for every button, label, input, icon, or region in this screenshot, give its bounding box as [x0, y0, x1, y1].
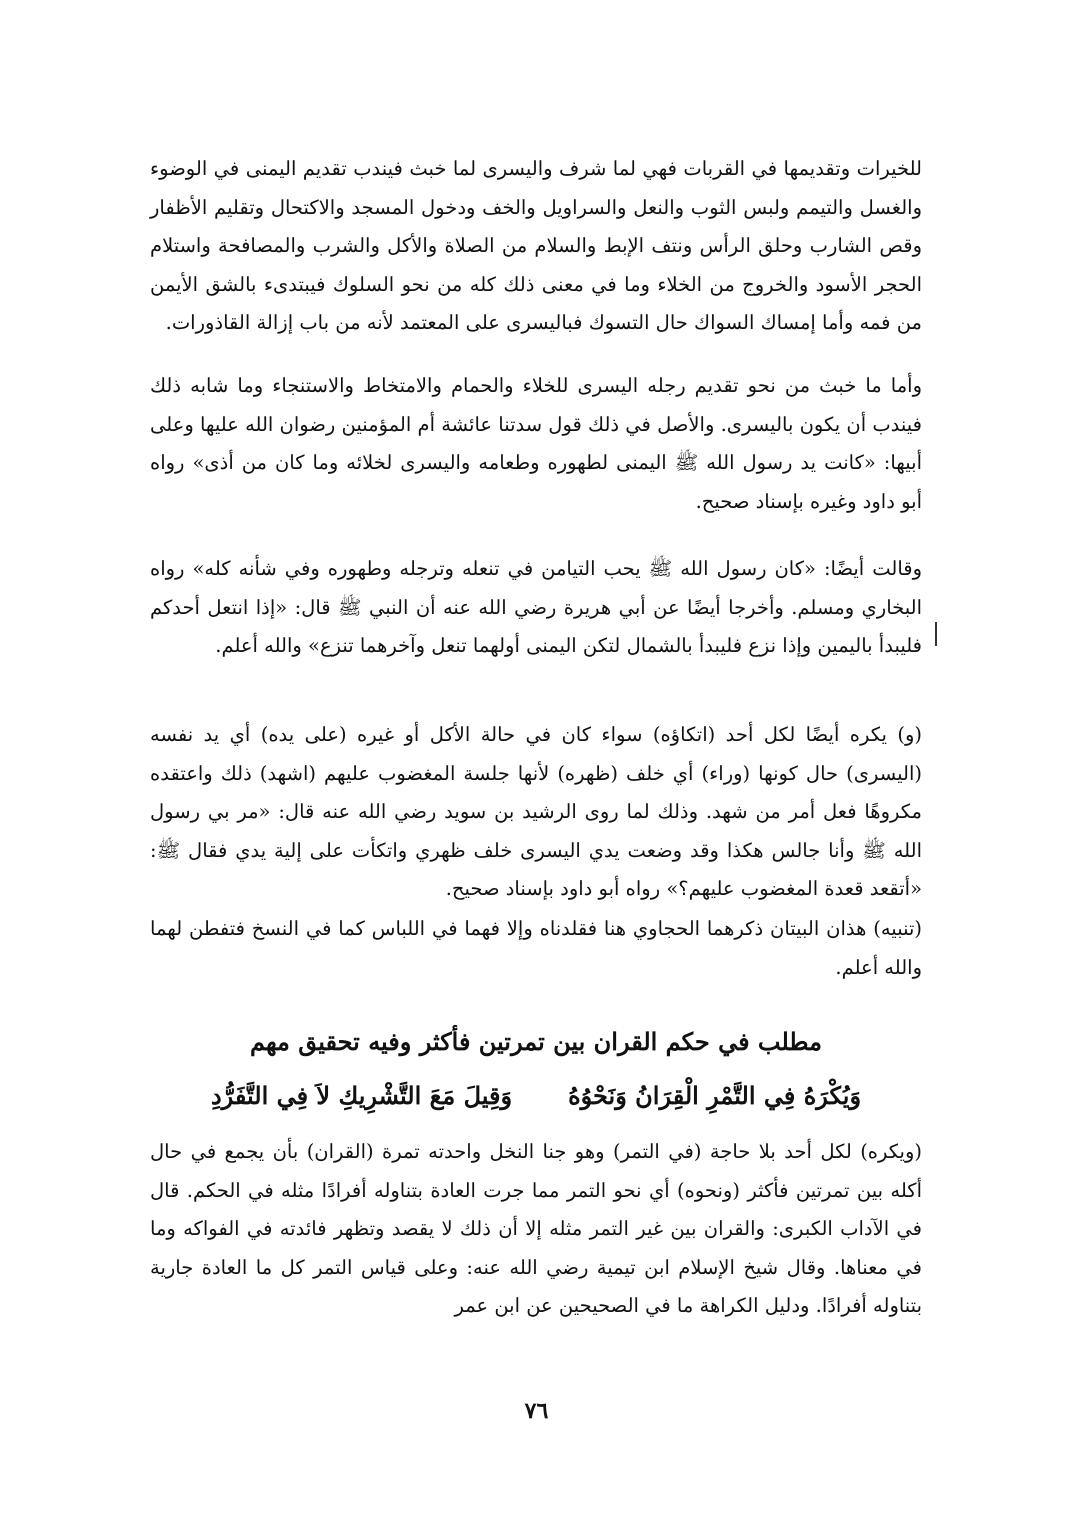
poem-verse — [150, 1076, 922, 1116]
paragraph-6: (ويكره) لكل أحد بلا حاجة (في التمر) وهو جنا النخل واحدته تمرة (القران) بأن يجمع في حال أكله بين تمرتين فأكثر (ونحوه) أي نحو التمر مما جرت العادة بتناوله أفرادًا مثله في الحكم. قال في الآداب الكبرى: والقران بين غير التمر مثله إلا أن ذلك لا يقصد وتظهر فائدته في الفواكه وما في معناها. وقال شيخ الإسلام ابن تيمية رضي الله عنه: وعلى قياس التمر كل ما العادة جارية بتناوله أفرادًا. ودليل الكراهة ما في الصحيحين عن ابن عمر — [150, 1140, 922, 1317]
paragraph-4: (و) يكره أيضًا لكل أحد (اتكاؤه) سواء كان في حالة الأكل أو غيره (على يده) أي يد نفسه (اليسرى) حال كونها (وراء) أي خلف (ظهره) لأنها جلسة المغضوب عليهم (اشهد) ذلك واعتقده مكروهًا فعل أمر من شهد. وذلك لما روى الرشيد بن سويد رضي الله عنه قال: «مر بي رسول الله ﷺ وأنا جالس هكذا وقد وضعت يدي اليسرى خلف ظهري واتكأت على إلية يدي فقال ﷺ: «أتقعد قعدة المغضوب عليهم؟» رواه أبو داود بإسناد صحيح. — [150, 723, 922, 900]
paragraph-5-note: (تنبيه) هذان البيتان ذكرهما الحجاوي هنا فقلدناه وإلا فهما في اللباس كما في النسخ فتفطن لهما والله أعلم. — [150, 917, 922, 979]
verse-first-hemistich: وَيُكْرَهُ فِي التَّمْرِ الْقِرَانُ وَنَحْوُهُ — [568, 1081, 862, 1110]
paragraph-1: للخيرات وتقديمها في القربات فهي لما شرف واليسرى لما خبث فيندب تقديم اليمنى في الوضوء والغسل والتيمم ولبس الثوب والنعل والسراويل والخف ودخول المسجد والاكتحال وتقليم الأظفار وقص الشارب وحلق الرأس ونتف الإبط والسلام من الصلاة والأكل والشرب والمصافحة واستلام الحجر الأسود والخروج من الخلاء وما في معنى ذلك كله من نحو السلوك فيبتدىء بالشق الأيمن من فمه وأما إمساك السواك حال التسوك فباليسرى على المعتمد لأنه من باب إزالة القاذورات. — [150, 157, 922, 334]
verse-second-hemistich: وَقِيلَ مَعَ التَّشْرِيكِ لاَ فِي التَّفَرُّدِ — [210, 1081, 513, 1110]
margin-mark — [935, 622, 937, 646]
paragraph-3: وقالت أيضًا: «كان رسول الله ﷺ يحب التيامن في تنعله وترجله وطهوره وفي شأنه كله» رواه البخاري ومسلم. وأخرجا أيضًا عن أبي هريرة رضي الله عنه أن النبي ﷺ قال: «إذا انتعل أحدكم فليبدأ باليمين وإذا نزع فليبدأ بالشمال لتكن اليمنى أولهما تنعل وآخرهما تنزع» والله أعلم. — [150, 557, 922, 657]
section-heading: مطلب في حكم القران بين تمرتين فأكثر وفيه تحقيق مهم — [250, 1027, 822, 1056]
paragraph-2: وأما ما خبث من نحو تقديم رجله اليسرى للخلاء والحمام والامتخاط والاستنجاء وما شابه ذلك فيندب أن يكون باليسرى. والأصل في ذلك قول سدتنا عائشة أم المؤمنين رضوان الله عليها وعلى أبيها: «كانت يد رسول الله ﷺ اليمنى لطهوره وطعامه واليسرى لخلائه وما كان من أذى» رواه أبو داود وغيره بإسناد صحيح. — [150, 374, 922, 513]
page-number: ٧٦ — [524, 1398, 549, 1424]
